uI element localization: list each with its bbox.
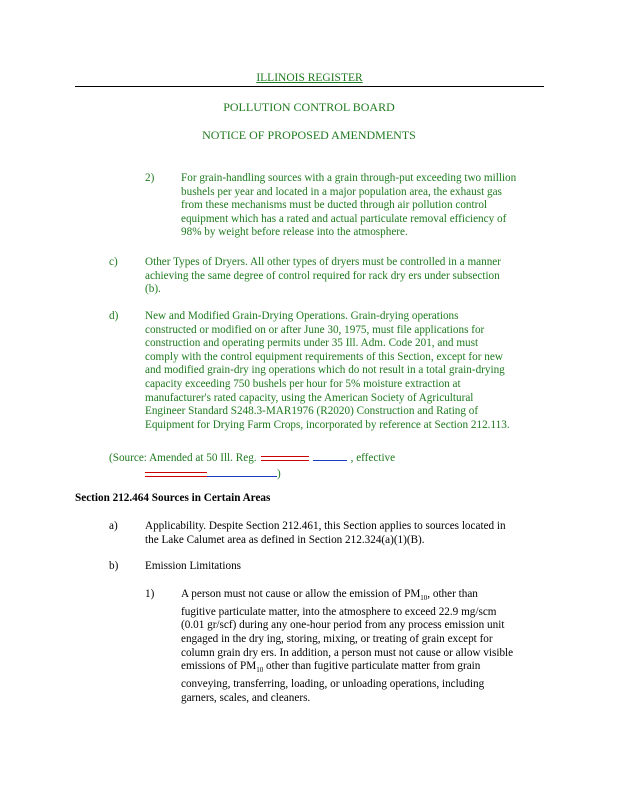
item-d-label: d) xyxy=(109,310,119,322)
notice-title: NOTICE OF PROPOSED AMENDMENTS xyxy=(202,128,416,142)
text-line: A person must not cause or allow the emission of $PM_{10}$, other than xyxy=(181,588,478,603)
text-line: from these mechanisms must be ducted through air pollution control xyxy=(181,199,488,212)
deleted-date-blank xyxy=(145,472,207,477)
text-line: equipment which has a rated and actual particulate removal efficiency of xyxy=(181,212,507,225)
source-note xyxy=(109,450,509,481)
item-c-label: c) xyxy=(109,256,118,268)
text-line: the Lake Calumet area as defined in Section 212.324(a)(1)(B). xyxy=(145,533,425,546)
source-effective: , effective xyxy=(350,452,396,464)
source-prefix: (Source: Amended at 50 Ill. Reg. xyxy=(109,452,257,464)
text-line: column grain dry ers. In addition, a person must not cause or allow visible xyxy=(181,646,514,659)
text-line: 98% by weight before release into the atmosphere. xyxy=(181,226,408,239)
section-heading: Section 212.464 Sources in Certain Areas xyxy=(75,492,271,504)
item-b-text: Emission Limitations xyxy=(145,560,242,572)
text-line: bushels per year and located in a major population area, the exhaust gas xyxy=(181,185,502,198)
text-line: construction and operating permits under 35 Ill. Adm. Code 201, and must xyxy=(145,337,479,350)
text-line: capacity exceeding 750 bushels per hour for 5% moisture extraction at xyxy=(145,377,461,390)
text-line: garners, scales, and cleaners. xyxy=(181,691,311,704)
text-line: comply with the control equipment requirements of this Section, except for new xyxy=(145,350,503,363)
item-a-label: a) xyxy=(109,520,118,532)
inserted-date-blank xyxy=(207,466,277,477)
text-line: Equipment for Drying Farm Crops, incorporated by reference at Section 212.113. xyxy=(145,418,510,431)
item-d-text xyxy=(145,310,575,432)
text-line: conveying, transferring, loading, or unloading operations, including xyxy=(181,678,485,691)
text-line: emissions of $PM_{10}$ other than fugitive particulate matter from grain xyxy=(181,660,481,675)
text-line: fugitive particulate matter, into the atmosphere to exceed 22.9 mg/scm xyxy=(181,605,497,618)
text-line: For grain-handling sources with a grain through-put exceeding two million xyxy=(181,172,517,184)
register-title: ILLINOIS REGISTER xyxy=(256,72,363,84)
text-line: Engineer Standard S248.3-MAR1976 (R2020) Construction and Rating of xyxy=(145,405,479,418)
item-b1-label: 1) xyxy=(145,588,155,600)
deleted-blank xyxy=(261,456,309,461)
inserted-blank xyxy=(313,450,347,461)
text-line: manufacturer's rated capacity, using the American Society of Agricultural xyxy=(145,391,474,404)
item-b1-text xyxy=(181,588,561,705)
text-line: Applicability. Despite Section 212.461, this Section applies to sources located in xyxy=(145,520,506,532)
board-title: POLLUTION CONTROL BOARD xyxy=(223,100,395,114)
text-line: engaged in the dry ing, storing, mixing, or treating of grain except for xyxy=(181,633,493,646)
text-line: (b). xyxy=(145,283,161,296)
text-line: constructed or modified on or after June 30, 1975, must file applications for xyxy=(145,323,485,336)
item-b-label: b) xyxy=(109,560,119,572)
text-line: New and Modified Grain-Drying Operations. Grain-drying operations xyxy=(145,310,459,322)
source-close: ) xyxy=(277,467,281,480)
item-c-text xyxy=(145,256,565,297)
item-2-text xyxy=(181,172,561,240)
text-line: Other Types of Dryers. All other types of dryers must be controlled in a manner xyxy=(145,256,501,268)
register-header xyxy=(75,72,544,87)
item-2-label: 2) xyxy=(145,172,155,184)
text-line: and modified grain-dry ing operations which do not result in a total grain-drying xyxy=(145,364,505,377)
text-line: (0.01 gr/scf) during any one-hour period from any process emission unit xyxy=(181,619,505,632)
item-a-text xyxy=(145,520,565,547)
text-line: achieving the same degree of control required for rack dry ers under subsection xyxy=(145,269,500,282)
